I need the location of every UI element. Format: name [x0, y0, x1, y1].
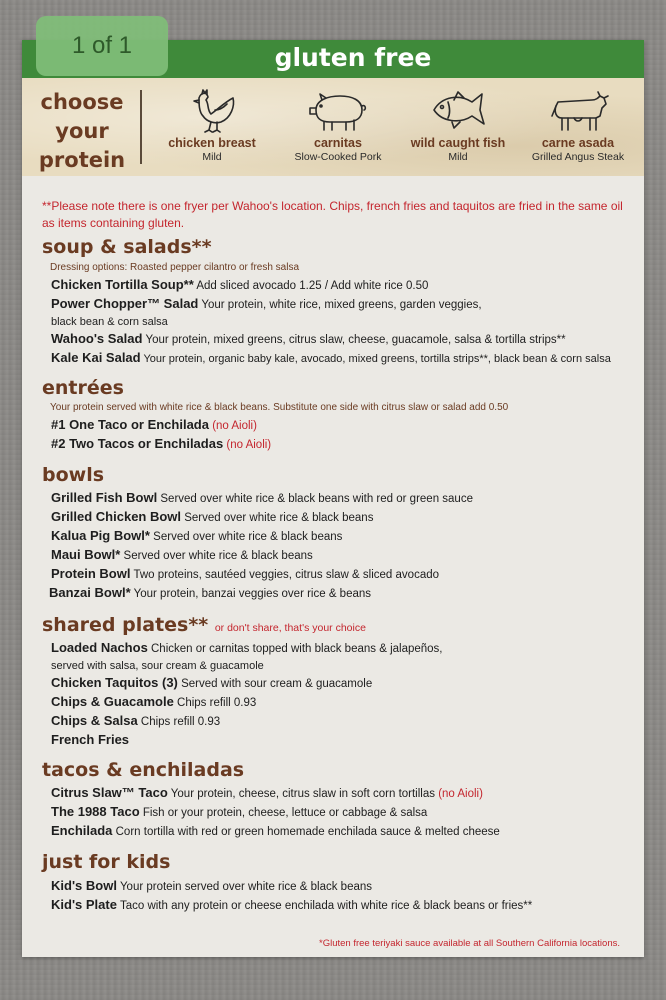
item-name: Citrus Slaw™ Taco: [51, 785, 168, 800]
protein-name: carnitas: [314, 136, 362, 150]
item-name: Grilled Chicken Bowl: [51, 509, 182, 524]
item-name: Banzai Bowl*: [49, 585, 131, 600]
item-desc: Your protein, mixed greens, citrus slaw, cheese, guacamole, salsa & tortilla strips**: [145, 334, 566, 346]
item-name: Chicken Tortilla Soup**: [51, 277, 194, 292]
protein-sub: Mild: [448, 151, 468, 163]
menu-item: [49, 584, 634, 603]
protein-sub: Slow-Cooked Pork: [294, 151, 382, 163]
protein-name: chicken breast: [168, 136, 256, 150]
item-desc: Chips refill 0.93: [140, 716, 221, 728]
section-title-entrees: entrées: [42, 377, 124, 399]
menu-item: [51, 546, 636, 565]
pig-icon: [306, 88, 370, 134]
menu-item: [51, 731, 636, 750]
protein-sub: Mild: [202, 151, 222, 163]
item-desc-cont: black bean & corn salsa: [51, 316, 168, 328]
cow-icon: [546, 88, 610, 134]
item-name: Enchilada: [51, 823, 113, 838]
menu-item: [51, 712, 636, 731]
item-desc: Served over white rice & black beans: [153, 531, 343, 543]
item-desc: Chicken or carnitas topped with black beans & jalapeños,: [151, 643, 443, 655]
menu-item: [51, 877, 636, 896]
item-name: French Fries: [51, 732, 130, 747]
protein-divider: [140, 90, 142, 164]
item-name: Grilled Fish Bowl: [51, 490, 158, 505]
item-name: Kid's Bowl: [51, 878, 117, 893]
protein-sub: Grilled Angus Steak: [531, 151, 625, 163]
fish-icon: [428, 88, 488, 134]
menu-item: [51, 639, 636, 675]
section-aside-shared: or don't share, that's your choice: [214, 622, 366, 634]
item-desc: Your protein, banzai veggies over rice & beans: [133, 588, 372, 600]
item-desc: Add sliced avocado 1.25 / Add white rice 0.50: [196, 280, 429, 292]
item-name: #2 Two Tacos or Enchiladas: [51, 436, 224, 451]
protein-carne-asada: [518, 88, 638, 163]
menu-item: [51, 784, 636, 803]
menu-item: [51, 349, 636, 368]
protein-word: protein: [38, 148, 126, 172]
item-desc: Your protein served over white rice & black beans: [119, 881, 373, 893]
item-name: Chicken Taquitos (3): [51, 675, 178, 690]
menu-item: [51, 330, 636, 349]
item-note: (no Aioli): [438, 788, 483, 800]
chicken-icon: [185, 88, 239, 134]
section-title-bowls: bowls: [42, 464, 105, 486]
item-name: Maui Bowl*: [51, 547, 121, 562]
item-name: Kale Kai Salad: [51, 350, 141, 365]
item-name: Wahoo's Salad: [51, 331, 143, 346]
item-name: Kalua Pig Bowl*: [51, 528, 150, 543]
menu-item: [51, 822, 636, 841]
item-name: Power Chopper™ Salad: [51, 296, 199, 311]
section-title-shared-text: shared plates**: [42, 614, 209, 636]
menu-item: [51, 896, 636, 915]
item-name: #1 One Taco or Enchilada: [51, 417, 209, 432]
menu-item: [51, 435, 636, 454]
item-desc: Served over white rice & black beans with red or green sauce: [160, 493, 473, 505]
menu-title: gluten free: [274, 43, 432, 72]
protein-chicken: [152, 88, 272, 163]
section-title-tacos: tacos & enchiladas: [42, 759, 245, 781]
page-indicator: 1 of 1: [36, 16, 168, 76]
menu-item: [51, 508, 636, 527]
your-word: your: [55, 119, 109, 143]
section-title-kids: just for kids: [42, 851, 171, 873]
choose-word: choose: [40, 90, 124, 114]
item-desc: Served over white rice & black beans: [184, 512, 374, 524]
item-desc: Fish or your protein, cheese, lettuce or cabbage & salsa: [142, 807, 428, 819]
section-sub-entrees: Your protein served with white rice & black beans. Substitute one side with citrus slaw or salad add 0.50: [50, 402, 509, 413]
item-desc: Two proteins, sautéed veggies, citrus slaw & sliced avocado: [133, 569, 440, 581]
menu-item: [51, 527, 636, 546]
item-name: Kid's Plate: [51, 897, 117, 912]
menu-item: [51, 416, 636, 435]
item-desc: Your protein, organic baby kale, avocado, mixed greens, tortilla strips**, black bean & corn salsa: [143, 353, 611, 365]
menu-item: [51, 276, 636, 295]
protein-carnitas: [278, 88, 398, 163]
protein-fish: [398, 88, 518, 163]
item-name: Loaded Nachos: [51, 640, 148, 655]
item-note: (no Aioli): [212, 420, 257, 432]
item-note: (no Aioli): [226, 439, 272, 451]
menu-item: [51, 295, 636, 331]
item-name: Protein Bowl: [51, 566, 131, 581]
menu-item: [51, 489, 636, 508]
protein-name: carne asada: [541, 136, 615, 150]
menu-item: [51, 565, 636, 584]
item-name: Chips & Salsa: [51, 713, 138, 728]
item-desc: Taco with any protein or cheese enchilada with white rice & black beans or fries**: [119, 900, 533, 912]
menu-image: [22, 40, 644, 957]
menu-item: [51, 674, 636, 693]
teriyaki-footnote: *Gluten free teriyaki sauce available at all Southern California locations.: [319, 938, 620, 949]
item-name: Chips & Guacamole: [51, 694, 174, 709]
protein-name: wild caught fish: [410, 136, 506, 150]
item-desc: Corn tortilla with red or green homemade enchilada sauce & melted cheese: [115, 826, 500, 838]
section-sub-soups: Dressing options: Roasted pepper cilantro or fresh salsa: [50, 262, 300, 273]
item-desc-cont: served with salsa, sour cream & guacamole: [51, 660, 264, 672]
item-desc: Your protein, cheese, citrus slaw in soft corn tortillas: [170, 788, 435, 800]
item-desc: Served with sour cream & guacamole: [181, 678, 373, 690]
menu-item: [51, 693, 636, 712]
item-desc: Chips refill 0.93: [177, 697, 257, 709]
item-desc: Your protein, white rice, mixed greens, garden veggies,: [201, 299, 482, 311]
fryer-note: **Please note there is one fryer per Wahoo's location. Chips, french fries and taquitos are fried in the same oil as items containing gluten.: [42, 199, 623, 230]
menu-item: [51, 803, 636, 822]
choose-protein-label: [28, 88, 136, 175]
item-desc: Served over white rice & black beans: [123, 550, 313, 562]
item-name: The 1988 Taco: [51, 804, 140, 819]
section-title-shared: [42, 614, 366, 636]
section-title-soups: soup & salads**: [42, 236, 212, 258]
